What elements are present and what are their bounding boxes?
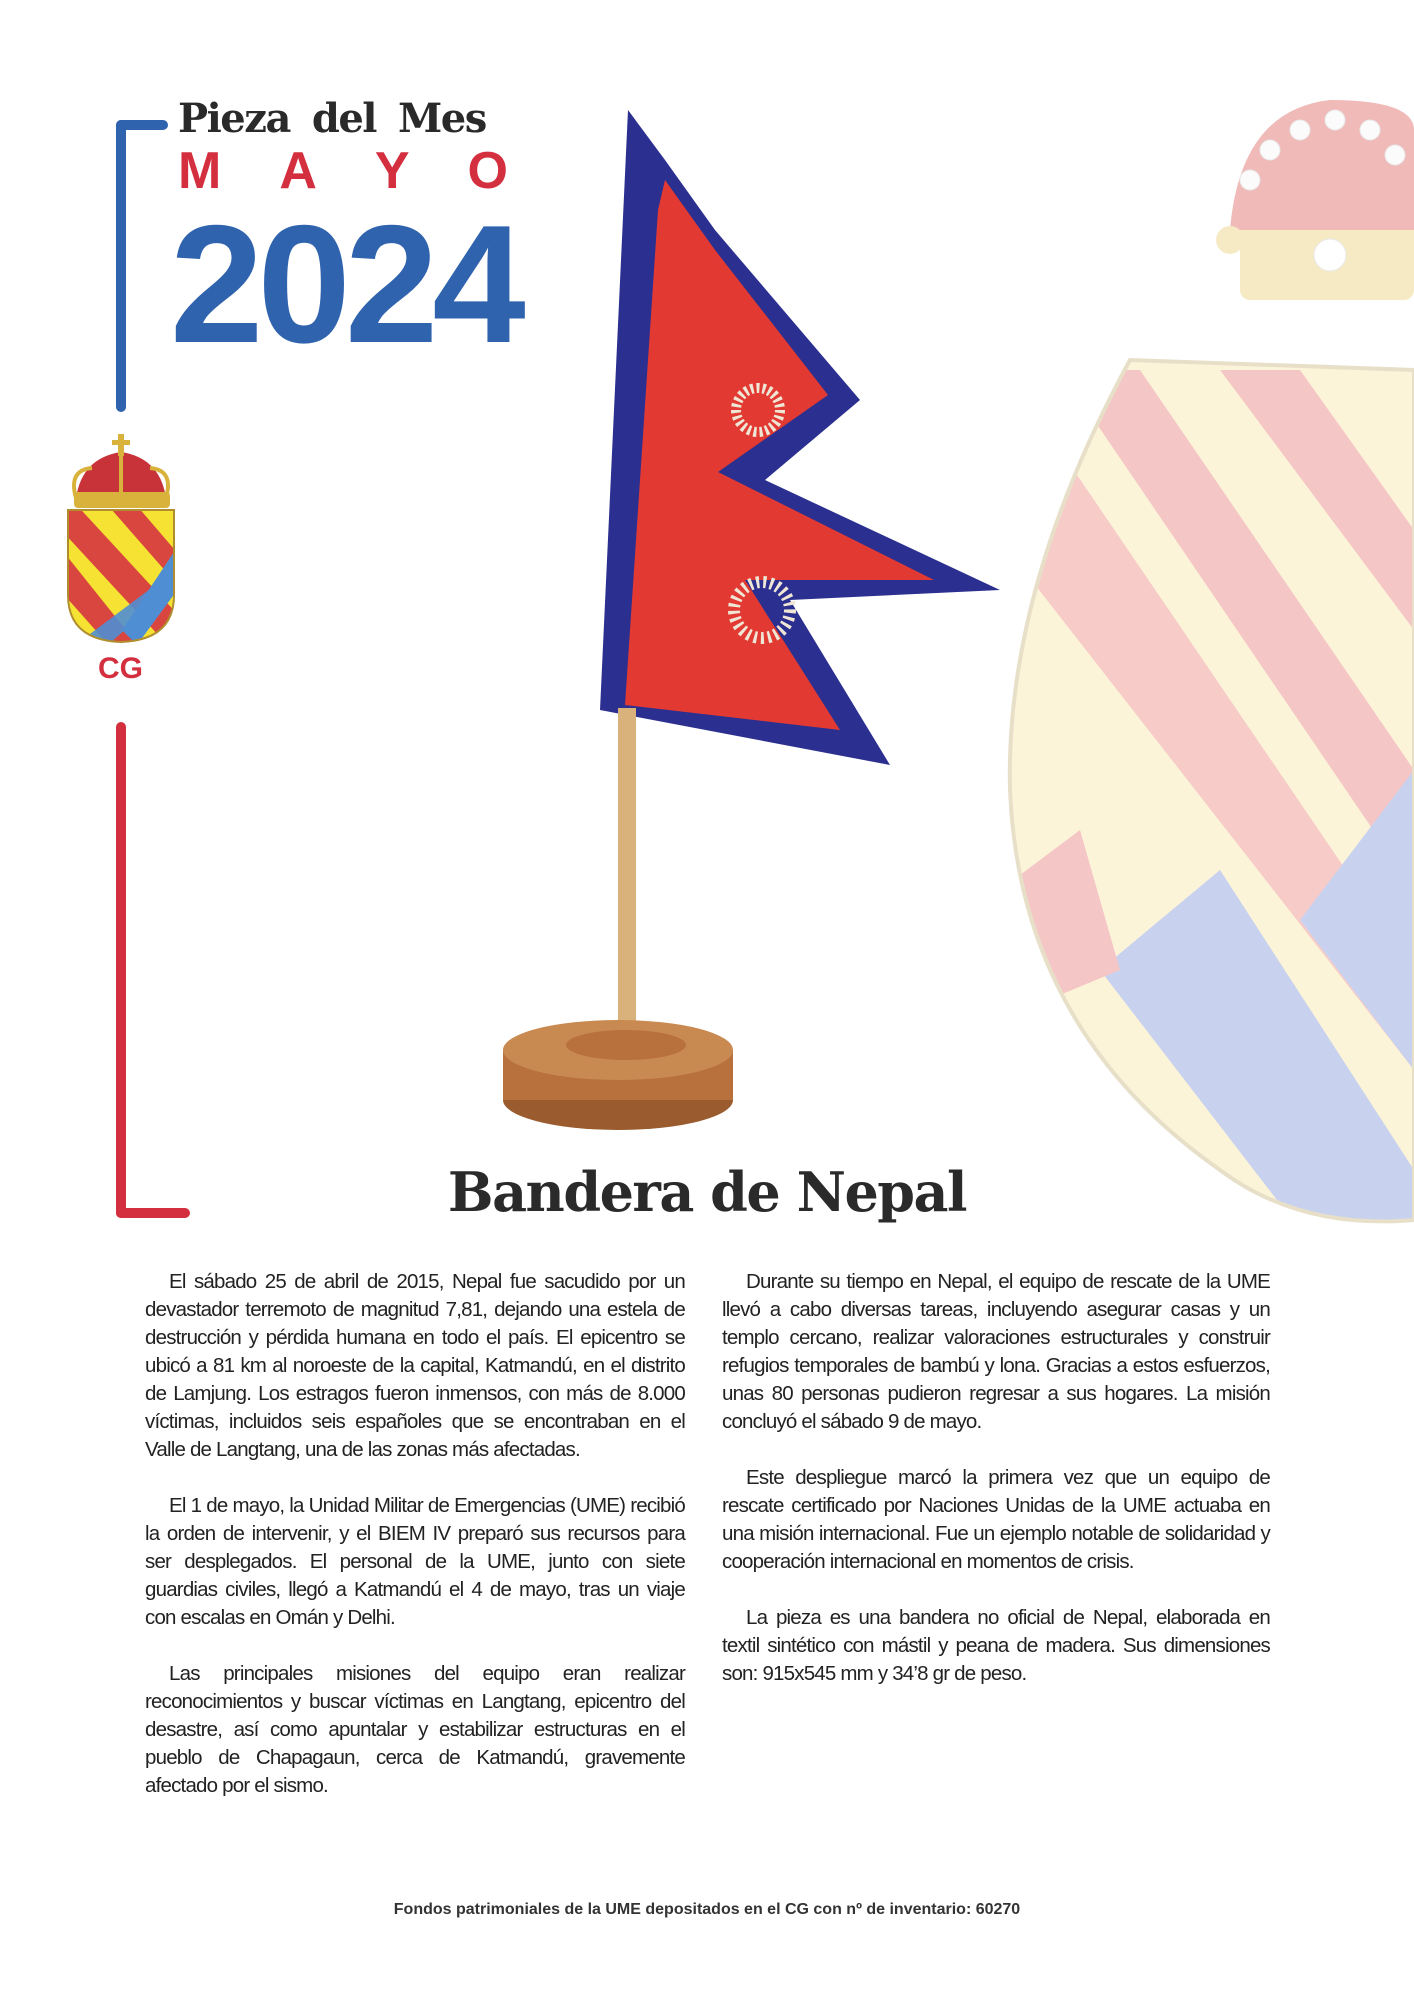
coat-of-arms-logo (62, 430, 182, 645)
year-label: 2024 (170, 190, 520, 378)
kicker-word: Pieza (178, 95, 290, 142)
month-letter: A (279, 142, 317, 200)
kicker-word: Mes (397, 95, 486, 142)
month-letter: O (467, 142, 508, 200)
red-bracket-divider (116, 722, 126, 1218)
nepal-flag-image (490, 110, 1010, 1130)
paragraph: El sábado 25 de abril de 2015, Nepal fue sacudido por un devastador terremoto de magnitud 7,81, dejando una estela de destrucción y pérdida humana en todo el país. El epicentro se ubicó a 81 km al noroeste de la capital, Katmandú, en el distrito de Lamjung. Los estragos fueron inmensos, con más de 8.000 víctimas, incluidos seis españoles que se encontraban en el Valle de Langtang, una de las zonas más afectadas. (145, 1270, 685, 1461)
blue-bracket-divider-top (116, 120, 168, 130)
paragraph: La pieza es una bandera no oficial de Nepal, elaborada en textil sintético con mástil y peana de madera. Sus dimensiones son: 915x545 mm y 34’8 gr de peso. (722, 1606, 1270, 1685)
body-column-right (722, 1268, 1270, 1688)
month-letter: Y (374, 142, 410, 200)
body-column-left (145, 1268, 685, 1800)
kicker-word: del (311, 95, 376, 142)
blue-bracket-divider (116, 120, 126, 412)
inventory-footer: Fondos patrimoniales de la UME depositados en el CG con nº de inventario: 60270 (393, 1901, 1021, 1918)
logo-initials: CG (98, 652, 143, 685)
paragraph: Durante su tiempo en Nepal, el equipo de rescate de la UME llevó a cabo diversas tareas, incluyendo asegurar casas y un templo cercano, realizar valoraciones estructurales y construir refugios temporales de bambú y lona. Gracias a estos esfuerzos, unas 80 personas pudieron regresar a sus hogares. La misión concluyó el sábado 9 de mayo. (722, 1270, 1270, 1433)
paragraph: El 1 de mayo, la Unidad Militar de Emergencias (UME) recibió la orden de intervenir, y el BIEM IV preparó sus recursos para ser desplegados. El personal de la UME, junto con siete guardias civiles, llegó a Katmandú el 4 de mayo, tras un viaje con escalas en Omán y Delhi. (145, 1494, 685, 1629)
paragraph: Las principales misiones del equipo eran realizar reconocimientos y buscar víctimas en Langtang, epicentro del desastre, así como apuntalar y estabilizar estructuras en el pueblo de Chapagaun, cerca de Katmandú, gravemente afectado por el sismo. (145, 1662, 685, 1797)
paragraph: Este despliegue marcó la primera vez que un equipo de rescate certificado por Naciones Unidas de la UME actuaba en una misión internacional. Fue un ejemplo notable de solidaridad y cooperación internacional en momentos de crisis. (722, 1466, 1270, 1573)
piece-title: Bandera de Nepal (447, 1160, 967, 1224)
kicker-pieza-del-mes (178, 96, 486, 142)
faded-coat-of-arms-watermark (1000, 70, 1414, 1230)
month-letter: M (178, 142, 222, 200)
